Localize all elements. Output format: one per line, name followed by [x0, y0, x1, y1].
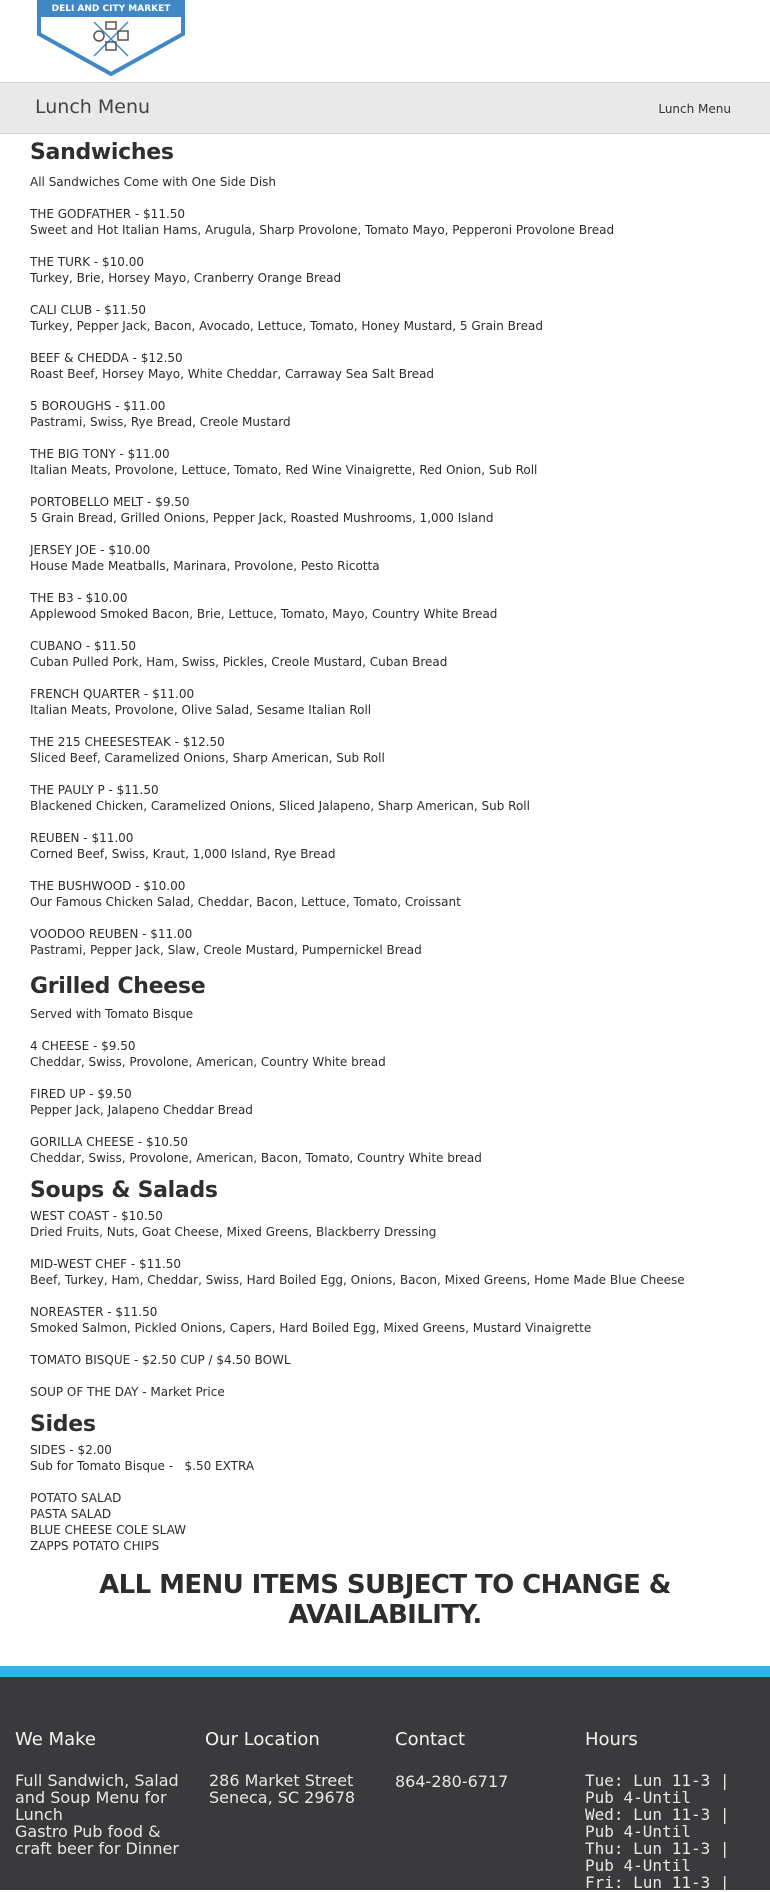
item-desc: Smoked Salmon, Pickled Onions, Capers, Hard Boiled Egg, Mixed Greens, Mustard Vinaigrette [30, 1321, 592, 1335]
item-desc: Sliced Beef, Caramelized Onions, Sharp American, Sub Roll [30, 751, 385, 765]
item-name: VOODOO REUBEN - $11.00 [30, 927, 193, 941]
item-name: WEST COAST - $10.50 [30, 1209, 163, 1223]
section-title: Sandwiches [30, 140, 174, 165]
item-name: 4 CHEESE - $9.50 [30, 1039, 136, 1053]
item-name: THE 215 CHEESESTEAK - $12.50 [30, 735, 225, 749]
menu-item [30, 1304, 740, 1336]
section-title: Grilled Cheese [30, 974, 206, 999]
item-name: THE PAULY P - $11.50 [30, 783, 159, 797]
item-desc: Blackened Chicken, Caramelized Onions, Sliced Jalapeno, Sharp American, Sub Roll [30, 799, 530, 813]
menu-item [30, 926, 740, 958]
footer-heading: We Make [15, 1729, 96, 1750]
menu-item [30, 398, 740, 430]
menu-item [30, 542, 740, 574]
menu-item [30, 446, 740, 478]
page-title: Lunch Menu [35, 96, 151, 118]
item-desc: Italian Meats, Provolone, Olive Salad, Sesame Italian Roll [30, 703, 372, 717]
section-intro: All Sandwiches Come with One Side Dish [30, 175, 277, 189]
item-desc: Turkey, Brie, Horsey Mayo, Cranberry Orange Bread [30, 271, 342, 285]
footer-heading: Contact [395, 1729, 466, 1750]
section-title: Soups & Salads [30, 1178, 218, 1203]
list-item: POTATO SALAD [30, 1491, 122, 1505]
section-sides [30, 1412, 740, 1554]
menu-item [30, 1086, 740, 1118]
item-desc: Pepper Jack, Jalapeno Cheddar Bread [30, 1103, 253, 1117]
footer-address-city: Seneca, SC 29678 [209, 1788, 356, 1807]
footer-heading: Our Location [205, 1729, 320, 1750]
menu-item [30, 1256, 740, 1288]
footer-text: Full Sandwich, Salad and Soup Menu for Lunch [15, 1771, 179, 1824]
hours-line: Pub 4-Until [585, 1856, 691, 1875]
logo-text: DELI AND CITY MARKET [51, 4, 171, 14]
menu-item [30, 350, 740, 382]
hours-line: Pub 4-Until [585, 1788, 691, 1807]
menu-item [30, 254, 740, 286]
footer-contact [395, 1729, 565, 1791]
item-name: REUBEN - $11.00 [30, 831, 134, 845]
item-name: CALI CLUB - $11.50 [30, 303, 147, 317]
item-desc: Corned Beef, Swiss, Kraut, 1,000 Island, Rye Bread [30, 847, 336, 861]
menu-item [30, 1352, 740, 1368]
hours-line: Wed: Lun 11-3 | [585, 1805, 730, 1824]
menu-item [30, 878, 740, 910]
footer-text: Gastro Pub food & craft beer for Dinner [15, 1822, 179, 1858]
item-name: PORTOBELLO MELT - $9.50 [30, 495, 190, 509]
item-name: MID-WEST CHEF - $11.50 [30, 1257, 182, 1271]
footer-address-street: 286 Market Street [209, 1771, 354, 1790]
footer-phone-link[interactable]: 864-280-6717 [395, 1772, 509, 1791]
item-name: THE B3 - $10.00 [30, 591, 128, 605]
item-desc: Applewood Smoked Bacon, Brie, Lettuce, Tomato, Mayo, Country White Bread [30, 607, 498, 621]
item-name: 5 BOROUGHS - $11.00 [30, 399, 166, 413]
item-name: FIRED UP - $9.50 [30, 1087, 132, 1101]
menu-item [30, 734, 740, 766]
item-name: BEEF & CHEDDA - $12.50 [30, 351, 183, 365]
menu-item [30, 302, 740, 334]
menu-item [30, 1038, 740, 1070]
breadcrumb[interactable]: Lunch Menu [658, 102, 731, 116]
item-desc: Beef, Turkey, Ham, Cheddar, Swiss, Hard Boiled Egg, Onions, Bacon, Mixed Greens, Home Made Blue Cheese [30, 1273, 685, 1287]
footer-hours [585, 1729, 765, 1891]
menu-item [30, 686, 740, 718]
list-item: BLUE CHEESE COLE SLAW [30, 1523, 186, 1537]
item-desc: Turkey, Pepper Jack, Bacon, Avocado, Lettuce, Tomato, Honey Mustard, 5 Grain Bread [30, 319, 543, 333]
menu-content [0, 134, 770, 1630]
section-soups-salads [30, 1178, 740, 1400]
item-desc: Dried Fruits, Nuts, Goat Cheese, Mixed Greens, Blackberry Dressing [30, 1225, 437, 1239]
item-desc: Cuban Pulled Pork, Ham, Swiss, Pickles, Creole Mustard, Cuban Bread [30, 655, 448, 669]
section-grilled-cheese [30, 974, 740, 1166]
item-name: FRENCH QUARTER - $11.00 [30, 687, 195, 701]
menu-item [30, 1442, 740, 1474]
item-name: THE BIG TONY - $11.00 [30, 447, 170, 461]
menu-item [30, 830, 740, 862]
deli-logo[interactable] [36, 0, 186, 76]
hours-line: Pub 4-Until [585, 1822, 691, 1841]
site-footer [0, 1677, 770, 1890]
item-desc: Roast Beef, Horsey Mayo, White Cheddar, Carraway Sea Salt Bread [30, 367, 435, 381]
item-name: THE TURK - $10.00 [30, 255, 145, 269]
menu-item [30, 638, 740, 670]
menu-item [30, 782, 740, 814]
footer-accent-stripe [0, 1666, 770, 1677]
footer-heading: Hours [585, 1729, 638, 1750]
footer-we-make [15, 1729, 185, 1857]
sides-list [30, 1490, 740, 1554]
item-desc: House Made Meatballs, Marinara, Provolone, Pesto Ricotta [30, 559, 380, 573]
menu-item [30, 590, 740, 622]
list-item: ZAPPS POTATO CHIPS [30, 1539, 160, 1553]
item-name: SOUP OF THE DAY - Market Price [30, 1385, 225, 1399]
item-desc: Italian Meats, Provolone, Lettuce, Tomato, Red Wine Vinaigrette, Red Onion, Sub Roll [30, 463, 538, 477]
item-desc: Pastrami, Swiss, Rye Bread, Creole Mustard [30, 415, 291, 429]
item-name: GORILLA CHEESE - $10.50 [30, 1135, 189, 1149]
item-desc: Pastrami, Pepper Jack, Slaw, Creole Mustard, Pumpernickel Bread [30, 943, 422, 957]
item-name: THE GODFATHER - $11.50 [30, 207, 186, 221]
item-name: TOMATO BISQUE - $2.50 CUP / $4.50 BOWL [30, 1353, 291, 1367]
site-header [0, 0, 770, 83]
menu-item [30, 1134, 740, 1166]
item-desc: Cheddar, Swiss, Provolone, American, Bacon, Tomato, Country White bread [30, 1151, 482, 1165]
section-title: Sides [30, 1412, 96, 1437]
page-title-bar [0, 83, 770, 134]
footer-location [205, 1729, 375, 1806]
section-sandwiches [30, 140, 740, 958]
item-desc: Sub for Tomato Bisque - $.50 EXTRA [30, 1459, 255, 1473]
hours-line: Tue: Lun 11-3 | [585, 1771, 730, 1790]
item-desc: Cheddar, Swiss, Provolone, American, Country White bread [30, 1055, 386, 1069]
hours-line: Fri: Lun 11-3 | [585, 1873, 730, 1892]
item-desc: Sweet and Hot Italian Hams, Arugula, Sharp Provolone, Tomato Mayo, Pepperoni Provolone Bread [30, 223, 615, 237]
item-name: CUBANO - $11.50 [30, 639, 136, 653]
item-name: JERSEY JOE - $10.00 [30, 543, 151, 557]
hours-line: Thu: Lun 11-3 | [585, 1839, 730, 1858]
section-intro: Served with Tomato Bisque [30, 1007, 194, 1021]
list-item: PASTA SALAD [30, 1507, 112, 1521]
menu-item [30, 206, 740, 238]
item-name: THE BUSHWOOD - $10.00 [30, 879, 186, 893]
item-desc: 5 Grain Bread, Grilled Onions, Pepper Jack, Roasted Mushrooms, 1,000 Island [30, 511, 494, 525]
item-name: NOREASTER - $11.50 [30, 1305, 158, 1319]
menu-item [30, 1384, 740, 1400]
item-name: SIDES - $2.00 [30, 1443, 112, 1457]
availability-disclaimer: ALL MENU ITEMS SUBJECT TO CHANGE & AVAILABILITY. [99, 1570, 671, 1630]
menu-item [30, 494, 740, 526]
menu-item [30, 1208, 740, 1240]
item-desc: Our Famous Chicken Salad, Cheddar, Bacon, Lettuce, Tomato, Croissant [30, 895, 461, 909]
